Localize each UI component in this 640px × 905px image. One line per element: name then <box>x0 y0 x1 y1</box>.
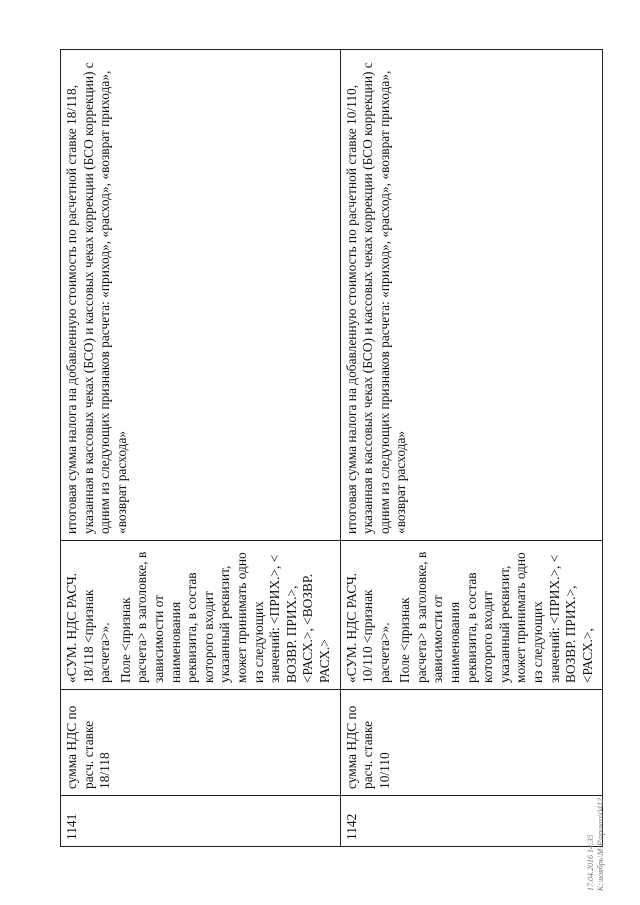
print-format-cell <box>340 541 603 690</box>
tag-number-cell: 1142 <box>340 796 603 847</box>
format-note-text: Поле <признак расчета> в заголовке, в зависимости от наименования реквизита, в состав которого входит указанный реквизит, может принимать одно из следующих значений: <ПРИХ.>, < ВОЗВР. ПРИХ.>, <РАСХ.>, <ВОЗВР. РАСХ.> <box>117 551 332 683</box>
description-cell: итоговая сумма налога на добавленную стоимость по расчетной ставке 18/118, указанная в кассовых чеках (БСО) и кассовых чеках коррекции (БСО коррекции) с одним из следующих признаков расчета: «приход», «расход», «возврат прихода», «возврат расхода» <box>61 50 341 541</box>
requisite-name-cell: сумма НДС по расч. ставке 18/118 <box>61 690 341 796</box>
requisites-table <box>60 49 603 847</box>
file-stamp <box>586 798 606 891</box>
requisite-name-cell: сумма НДС по расч. ставке 10/110 <box>340 690 603 796</box>
table-row <box>61 50 341 847</box>
stamp-date: 17.04.2016 14:35 <box>586 834 595 891</box>
format-header-text: «СУМ. НДС РАСЧ. 10/110 <признак расчета>». <box>343 573 392 683</box>
print-format-cell <box>61 541 341 690</box>
format-note-text: Поле <признак расчета> в заголовке, в зависимости от наименования реквизита, в состав которого входит указанный реквизит, может принимать одно из следующих значений: <ПРИХ.>, < ВОЗВР. ПРИХ.>, <РАСХ.>, <box>397 551 595 683</box>
tag-number-cell: 1141 <box>61 796 341 847</box>
table-row <box>340 50 603 847</box>
format-header-text: «СУМ. НДС РАСЧ. 18/118 <признак расчета>». <box>64 573 113 683</box>
stamp-path: К:\ноябрь\М-Р\приказ\0412 <box>596 798 605 891</box>
description-cell: итоговая сумма налога на добавленную стоимость по расчетной ставке 10/110, указанная в кассовых чеках (БСО) и кассовых чеках коррекции (БСО коррекции) с одним из следующих признаков расчета: «приход», «расход», «возврат прихода», «возврат расхода» <box>340 50 603 541</box>
